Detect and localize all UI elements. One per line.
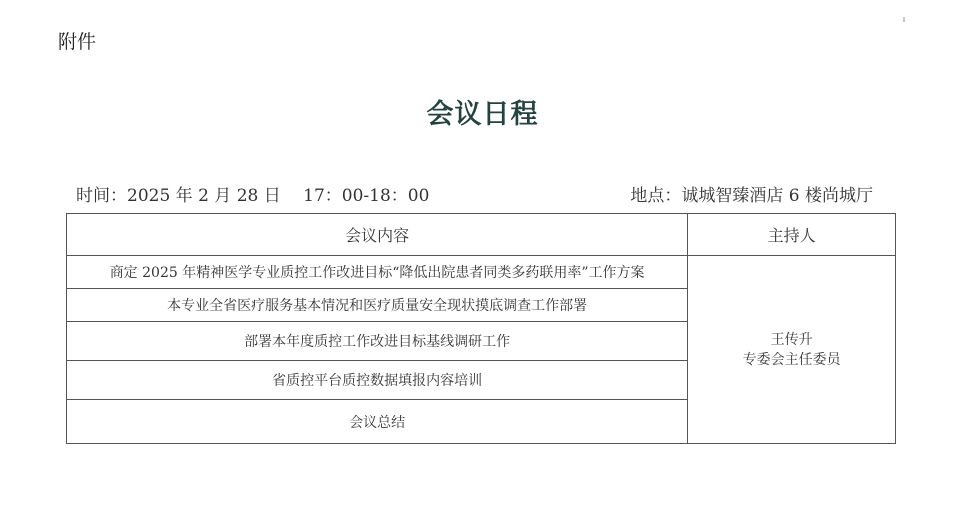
host-name: 王传升 <box>770 331 813 348</box>
table-header-row <box>67 214 896 256</box>
meeting-time: 时间：2025 年 2 月 28 日 17：00-18：00 <box>76 186 430 206</box>
agenda-item: 会议总结 <box>67 400 688 444</box>
column-header-content: 会议内容 <box>67 214 688 256</box>
agenda-item: 部署本年度质控工作改进目标基线调研工作 <box>67 322 688 361</box>
table-row <box>67 256 896 289</box>
agenda-table <box>66 213 896 444</box>
attachment-label: 附件 <box>58 31 97 53</box>
agenda-item: 本专业全省医疗服务基本情况和医疗质量安全现状摸底调查工作部署 <box>67 289 688 322</box>
host-cell <box>688 256 896 444</box>
agenda-item: 省质控平台质控数据填报内容培训 <box>67 361 688 400</box>
page-title: 会议日程 <box>426 99 539 130</box>
scan-mark <box>903 17 905 22</box>
agenda-item: 商定 2025 年精神医学专业质控工作改进目标“降低出院患者同类多药联用率”工作方案 <box>67 256 688 289</box>
host-title: 专委会主任委员 <box>742 351 841 368</box>
meeting-location: 地点：诚城智臻酒店 6 楼尚城厅 <box>630 186 873 206</box>
column-header-host: 主持人 <box>688 214 896 256</box>
